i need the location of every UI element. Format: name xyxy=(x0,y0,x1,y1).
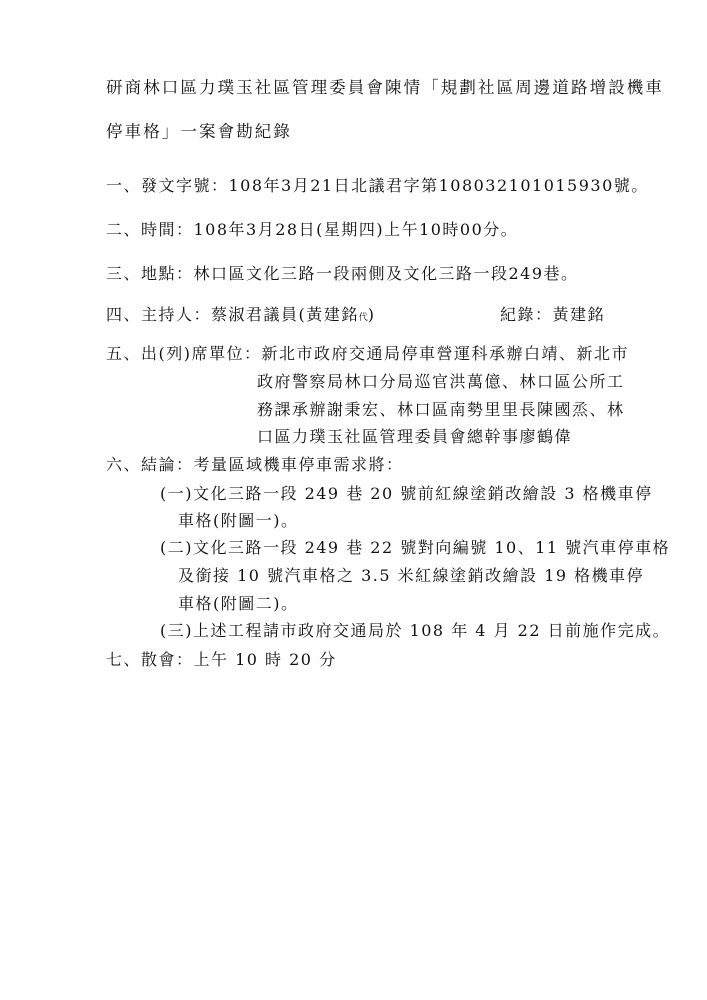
conclusion-2-line-1: (二)文化三路一段 249 巷 22 號對向編號 10、11 號汽車停車格 xyxy=(160,538,671,557)
conclusion-1-line-1: (一)文化三路一段 249 巷 20 號前紅線塗銷改繪設 3 格機車停 xyxy=(160,484,653,503)
conclusion-2-line-3: 車格(附圖二)。 xyxy=(178,594,299,613)
item-location: 三、地點：林口區文化三路一段兩側及文化三路一段249巷。 xyxy=(106,264,579,283)
host-text: 四、主持人：蔡淑君議員(黃建銘 xyxy=(106,305,359,324)
item-time: 二、時間：108年3月28日(星期四)上午10時00分。 xyxy=(106,220,519,239)
host-close: ) xyxy=(367,305,376,324)
host-proxy-mark: 代 xyxy=(358,313,368,323)
item-recorder: 紀錄：黃建銘 xyxy=(500,305,606,324)
item-host xyxy=(106,305,376,328)
item-document-number: 一、發文字號：108年3月21日北議君字第108032101015930號。 xyxy=(106,176,649,195)
conclusion-2-line-2: 及銜接 10 號汽車格之 3.5 米紅線塗銷改繪設 19 格機車停 xyxy=(178,566,645,585)
conclusion-3-line-1: (三)上述工程請市政府交通局於 108 年 4 月 22 日前施作完成。 xyxy=(160,621,671,640)
conclusion-1-line-2: 車格(附圖一)。 xyxy=(178,511,299,530)
item-attendees-line-4: 口區力璞玉社區管理委員會總幹事廖鶴偉 xyxy=(257,427,573,446)
item-attendees-line-2: 政府警察局林口分局巡官洪萬億、林口區公所工 xyxy=(257,372,625,391)
document-title-line-2: 停車格」一案會勘紀錄 xyxy=(106,122,292,141)
document-title-line-1: 研商林口區力璞玉社區管理委員會陳情「規劃社區周邊道路增設機車 xyxy=(106,78,664,97)
item-adjournment: 七、散會：上午 10 時 20 分 xyxy=(106,650,337,669)
item-attendees-line-1: 五、出(列)席單位：新北市政府交通局停車營運科承辦白靖、新北市 xyxy=(106,344,629,363)
item-conclusion-heading: 六、結論：考量區域機車停車需求將： xyxy=(106,455,404,474)
item-attendees-line-3: 務課承辦謝秉宏、林口區南勢里里長陳國烝、林 xyxy=(257,400,625,419)
